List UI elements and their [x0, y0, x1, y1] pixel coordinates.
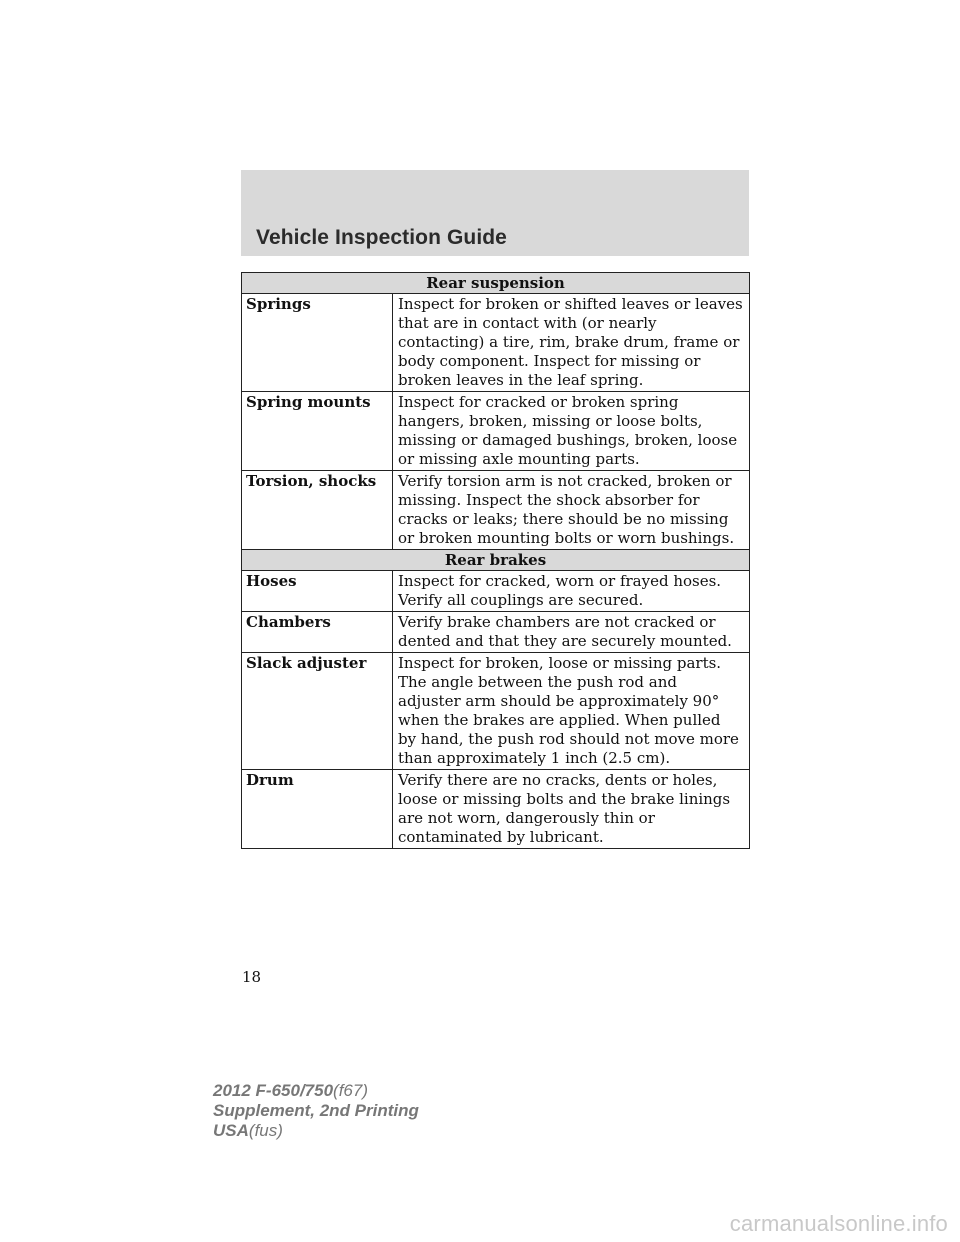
row-label: Spring mounts: [242, 392, 393, 471]
row-description: Verify brake chambers are not cracked or dented and that they are securely mounted.: [393, 612, 750, 653]
footer-model-code: (f67): [333, 1081, 369, 1100]
footer-supplement-line: [213, 1101, 419, 1121]
document-footer: [213, 1081, 419, 1141]
row-description: Inspect for broken, loose or missing parts. The angle between the push rod and adjuster arm should be approximately 90° when the brakes are applied. When pulled by hand, the push rod should not move more than approximately 1 inch (2.5 cm).: [393, 653, 750, 770]
row-label: Springs: [242, 294, 393, 392]
row-description: Inspect for cracked or broken spring hangers, broken, missing or loose bolts, missing or damaged bushings, broken, loose or missing axle mounting parts.: [393, 392, 750, 471]
row-description: Inspect for cracked, worn or frayed hoses. Verify all couplings are secured.: [393, 571, 750, 612]
row-description: Verify there are no cracks, dents or holes, loose or missing bolts and the brake linings are not worn, dangerously thin or contaminated by lubricant.: [393, 770, 750, 849]
table-row: [242, 471, 750, 550]
row-label: Hoses: [242, 571, 393, 612]
row-label: Slack adjuster: [242, 653, 393, 770]
footer-region: USA: [213, 1121, 249, 1140]
table-row: [242, 653, 750, 770]
watermark: carmanualsonline.info: [729, 1211, 948, 1236]
table-row: [242, 294, 750, 392]
table-row: [242, 571, 750, 612]
row-label: Chambers: [242, 612, 393, 653]
section-header-band: [241, 170, 749, 256]
row-description: Inspect for broken or shifted leaves or leaves that are in contact with (or nearly contacting) a tire, rim, brake drum, frame or body component. Inspect for missing or broken leaves in the leaf spring.: [393, 294, 750, 392]
rear-brakes-table: [241, 549, 750, 849]
rear-suspension-table: [241, 272, 750, 550]
table-row: [242, 770, 750, 849]
table-row: [242, 612, 750, 653]
footer-model-line: [213, 1081, 419, 1101]
footer-supplement: Supplement, 2nd Printing: [213, 1101, 419, 1120]
table-heading: Rear suspension: [242, 273, 750, 294]
row-description: Verify torsion arm is not cracked, broken or missing. Inspect the shock absorber for cracks or leaks; there should be no missing or broken mounting bolts or worn bushings.: [393, 471, 750, 550]
footer-region-code: (fus): [248, 1121, 283, 1140]
footer-model: 2012 F-650/750: [213, 1081, 334, 1100]
footer-region-line: [213, 1121, 419, 1141]
page-number: 18: [242, 968, 262, 986]
section-title: Vehicle Inspection Guide: [256, 226, 507, 249]
row-label: Drum: [242, 770, 393, 849]
row-label: Torsion, shocks: [242, 471, 393, 550]
table-heading: Rear brakes: [242, 550, 750, 571]
table-row: [242, 392, 750, 471]
